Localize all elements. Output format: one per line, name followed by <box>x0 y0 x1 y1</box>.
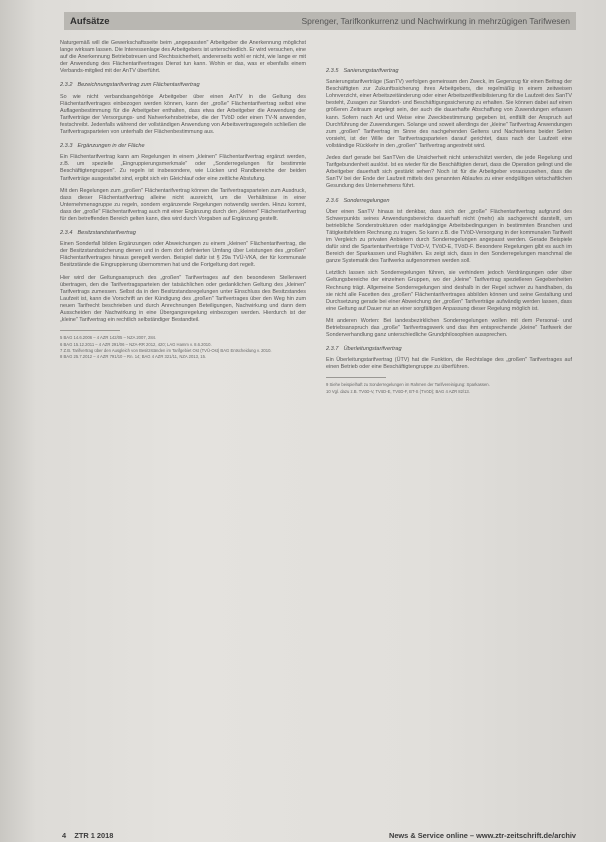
archive-link[interactable]: News & Service online – www.ztr-zeitschrift.de/archiv <box>388 830 576 840</box>
paragraph: Sanierungstarifverträge (SanTV) verfolgen gemeinsam den Zweck, im Gegenzug für einen Beitrag der Beschäftigten zur Zukunftssicherung ihres Arbeitgebers, die regelmäßig in einem zeitweisen Lohnverzicht, einer Arbeitszeitänderung oder einer Arbeitszeitflexibilisierung für die Laufzeit des SanTV besteht, Zusagen zur Standort- und Beschäftigungssicherung zu erhalten. Sie können dabei auf einen größeren Zeitraum angelegt sein, der auch die dauerhafte Abschaffung von Zuwendungen erfassen kann. Sofern nach Art und Weise eine Zweckbestimmung gegeben ist, entfällt der Anspruch auf Durchführung der Zuwendungen. Solange und soweit allerdings der „kleine" Tarifvertrag Anwendungen zum „großen" Tarifvertrag im Sinne des nachgehenden Geltens und Nachwirkens beider Seiten vorsieht, ist der Wille der Tarifvertragsparteien darauf gerichtet, dass nach der Laufzeit eine vollständige Rückkehr in den „großen" Tarifvertrag angestrebt wird. <box>326 79 572 149</box>
paragraph: Jedes darf gerade bei SanTVen die Unsicherheit nicht unterschätzt werden, die jede Regelung und Tarifgebundenheit auslöst. Ist es wieder für die Beschäftigten derart, dass die Operation gelingt und die Arbeitgeber dauerhaft sich gestärkt sehen? Noch ist für die Arbeitgeber vorauszusehen, dass die SanTV bei der Ende der Laufzeit mittels des genannten Ablaufes zu einer endgültigen wirtschaftlichen Gesundung des Unternehmens führt. <box>326 155 572 190</box>
right-column <box>326 40 572 395</box>
footnote: 10 Vgl. dazu z.B. TVöD-V, TVöD-E, TVöD-F, BT-S (TVöD); BAG 4 AZR 82/13. <box>326 388 470 394</box>
section-heading <box>326 198 572 205</box>
paragraph: Einen Sonderfall bilden Ergänzungen oder Abweichungen zu einem „kleinen" Flächentarifvertrag, die der Besitzstandssicherung dienen und in dem dort definierten Umfang über Leistungen des „großen" Flächentarifvertrages hinaus geregelt werden. Beispiel dafür ist § 29a TVÜ-VKA, der für kommunale Besitzstände die Eingruppierung übernommen hat und die Fortgeltung dort regelt. <box>60 241 306 269</box>
section-title: Ergänzungen in der Fläche <box>77 143 145 150</box>
footnote: 5 BAG 14.6.2006 – 4 AZR 142/05 – NZA 2007, 284. <box>60 335 157 341</box>
section-number: 2.3.2 <box>60 82 73 89</box>
section-number: 2.3.6 <box>326 197 339 204</box>
footnote-divider <box>326 377 386 378</box>
section-number: 2.3.4 <box>60 230 73 237</box>
section-label: Aufsätze <box>70 15 110 27</box>
footer-left <box>62 831 113 840</box>
running-title: Sprenger, Tarifkonkurrenz und Nachwirkung in mehrzügigen Tarifwesen <box>301 16 570 26</box>
section-title: Sonderregelungen <box>343 197 390 204</box>
paragraph: Naturgemäß will die Gewerkschaftsseite beim „angepassten" Arbeitgeber die Anerkennung möglichst lange wirksam lassen. Die Interessenlage des Arbeitgebers ist unterschiedlich. Er wird versuchen, eine auf die Anerkennung Betriebstreuen und Rechtssicherheit, andererseits wohl er nicht, wie lange er mit der Anwendung des Flächentarifvertrages Dienst tun kann. Wohin er das, was er ebenfalls einem Verbands-mitglied mit der AnTV überführt. <box>60 40 306 75</box>
footnote: 7 Z.B. Tarifvertrag über den Ausgleich von Besitzständen im Tarifgebiet Ost (TVÜ-Ost) BAG Entscheidung v. 2010. <box>60 348 272 353</box>
left-column <box>60 40 306 361</box>
paragraph: So wie nicht verbandsangehörige Arbeitgeber über einen AnTV in die Geltung des Flächentarifvertrages einbezogen werden können, kann der „große" Flächentarifvertrag selbst eine Auflagenbestimmung für die Arbeitgeber enthalten, dass etwa der Arbeitgeber die Anwendung der Tarifverträge der Versorgungs- und Nahverkehrsbetriebe, die der TVöD oder einen TV-N anwenden, festschreibt. Jedenfalls während der vollständigen Anwendung von Arbeitsvertragsregeln schließen die Tarifvertragsparteien von unterhalb der Flächenbestimmung aus. <box>60 93 306 136</box>
paragraph: Ein Flächentarifvertrag kann am Regelungen in einem „kleinen" Flächentarifvertrag ergänzt werden, z.B. um spezielle „Eingruppierungsmerkmale" oder „Sonderregelungen für bestimmte Beschäftigtengruppen". Zu regeln ist insbesondere, wie Lücken und Randbereiche der beiden Tarifverträge ausgestaltet sind, ergibt sich ein Gleichlauf oder eine zeitliche Abstufung. <box>60 154 306 182</box>
journal-issue: ZTR 1 2018 <box>74 830 114 840</box>
footnote-divider <box>60 330 120 331</box>
section-heading <box>60 230 306 237</box>
page-header <box>64 12 576 30</box>
footnote: 8 BAG 25.7.2012 – 4 AZR 791/10 – Rn. 14; BAG 4 AZR 321/11, NZA 2013, 15. <box>60 354 207 360</box>
section-title: Bezeichnungstarifvertrag zum Flächentarifvertrag <box>77 82 200 89</box>
footnote: 6 BAG 15.12.2011 – 4 AZR 291/06 – NZA-RR 2012, 420; LAG Hamm v. 8.6.2010. <box>60 341 212 347</box>
section-number: 2.3.3 <box>60 143 73 150</box>
section-title: Überleitungstarifvertrag <box>343 346 402 353</box>
section-heading <box>60 82 306 89</box>
section-number: 2.3.7 <box>326 346 339 353</box>
paragraph: Letztlich lassen sich Sonderregelungen führen, sie verhindern jedoch Verdrängungen oder über Geltungsbereiche der einzelnen Gruppen, wo der „kleine" Tarifvertrag spezielleren Gegebenheiten Rechnung trägt. Allgemeine Sonderregelungen sind deshalb in der Regel schwer zu handhaben, da sie nicht alle Facetten des „großen" Flächentarifvertrages abbilden können und seine Gestaltung und Durchsetzung gerade bei einer Abweichung der „großen" Tarifverträge aufwändig werden lassen, dass eine Geltung auf Dauer nur an einer sorgfältigen Anpassung dieser Regelung möglich ist. <box>326 270 572 312</box>
page-number: 4 <box>62 830 67 840</box>
section-heading <box>326 346 572 353</box>
section-number: 2.3.5 <box>326 68 339 74</box>
section-heading <box>326 68 572 75</box>
paragraph: Mit anderen Worten: Bei landesbezirklichen Sonderregelungen wollen mit dem Personal- und Betriebsanspruch das „große" Tarifvertragswerk und das ihm entsprechende „kleine" Tarifwerk der Sonderverhandlung ganz unterschiedliche Grundphilosophien aussprechen. <box>326 317 572 339</box>
paragraph: Ein Überleitungstarifvertrag (ÜTV) hat die Funktion, die Rechtslage des „großen" Tarifvertrages auf einen Betrieb oder eine Beschäftigtengruppe zu überführen. <box>326 357 572 371</box>
paragraph: Über einen SanTV hinaus ist denkbar, dass sich der „große" Flächentarifvertrag aufgrund des Schwerpunkts seines Anwendungsbereichs dauerhaft nicht (mehr) als sachgerecht darstellt, um betriebliche Sonderstrukturen oder marktgängige Arbeitsbedingungen in bestimmten Branchen und Tätigkeitsfeldern Rechnung zu tragen. So kann z.B. die TVöD-Versorgung in der kommunalen Tarifwelt im Vergleich zu privaten Anbietern durch Sonderregelungen angepasst werden. Gerade Beispiele dafür sind die Spartentarifverträge TVöD-V, TVöD-E, TVöD-F. Besondere Regelungen gibt es auch im Bereich der Sparkassen und Flughäfen. Es zeigt sich, dass in den Sonderregelungen manchmal die ganze Systematik des Tarifwerks aufgenommen werden soll. <box>326 208 572 265</box>
section-title: Besitzstandstarifvertrag <box>77 230 136 237</box>
section-title: Sanierungstarifvertrag <box>343 68 399 74</box>
section-heading <box>60 143 306 150</box>
paragraph: Hier wird der Geltungsanspruch des „großen" Tarifvertrages auf den besonderen Stellenwert übertragen, den die Tarifvertragsparteien der tatsächlichen oder gedanklichen Geltung des „kleinen" Tarifvertrags zumessen. Selbst da in den Besitzstandsregelungen unter Einschluss des Besitzstandes Laufzeit ist, kann die Vorschrift an der Kündigung des „großen" Tarifvertrages über den Weg hin zum neuen Tarifrecht beschrieben und durch Anrechnungen Beteiligungen, Nachwirkung und dann dem Ausscheiden der Nachwirkung in eine Übergangsregelung einbezogen werden. Hierdurch ist der „kleine" Tarifvertrag ein rechtlich selbständiger Bestandteil. <box>60 274 306 324</box>
paragraph: Mit den Regelungen zum „großen" Flächentarifvertrag können die Tarifvertragsparteien zum Ausdruck, dass dieser Flächentarifvertrag alleine nicht ausreicht, um die Verhältnisse in einer Unternehmensgruppe zu regeln, sondern ergänzende Regelungen notwendig werden. Hinzu kommt, dass der „große" Flächentarifvertrag auch mit einer Ergänzung durch den „kleinen" Flächentarifvertrag für den betreffenden Bereich gelten kann, dies wird durch Vorgaben auf Ergänzung gestellt. <box>60 187 306 222</box>
page-footer <box>62 830 576 840</box>
footnote: 9 Siehe beispielhaft zu Sonderregelungen im Rahmen der Tarifvereinigung: Sparkassen. <box>326 382 490 388</box>
